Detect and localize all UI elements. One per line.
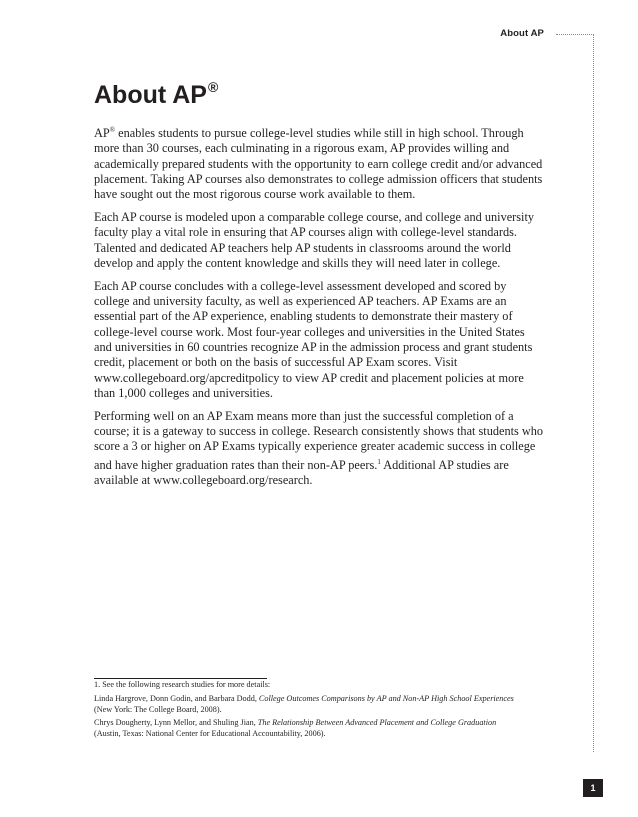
registered-mark: ® xyxy=(109,126,116,134)
footnotes xyxy=(94,680,564,740)
paragraph-3: Each AP course concludes with a college-level assessment developed and scored by college and university faculty, as well as experienced AP teachers. AP Exams are an essential part of the AP experience, enabling students to demonstrate their mastery of college-level course work. Most four-year colleges and universities in the United States and universities in 60 countries recognize AP in the admission process and grant students credit, placement or both on the basis of successful AP Exam scores. Visit www.collegeboard.org/apcreditpolicy to view AP credit and placement policies at more than 1,000 colleges and universities. xyxy=(94,278,533,400)
footnote-intro: 1. See the following research studies for more details: xyxy=(94,680,271,689)
paragraph-1-rest: enables students to pursue college-level studies while still in high school. Through more than 30 courses, each culminating in a rigorous exam, AP provides willing and academically prepared students with the opportunity to earn college credit and/or advanced placement. Taking AP courses also demonstrates to college admission officers that students have sought out the most rigorous course work available to them. xyxy=(94,126,543,202)
registered-mark: ® xyxy=(207,79,219,95)
study-2-authors: Chrys Dougherty, Lynn Mellor, and Shuling Jian, xyxy=(94,718,258,728)
study-2-publisher: (Austin, Texas: National Center for Educational Accountability, 2006). xyxy=(94,729,326,739)
study-1-publisher: (New York: The College Board, 2008). xyxy=(94,704,222,714)
footnote-reference: 1 xyxy=(377,457,381,466)
paragraph-1 xyxy=(94,123,544,202)
margin-dotted-rule xyxy=(593,34,594,752)
paragraph-4 xyxy=(94,409,544,488)
footnote-separator xyxy=(94,678,267,679)
paragraph-4-end: Additional AP studies are available at www.collegeboard.org/research. xyxy=(94,457,509,488)
study-2-title: The Relationship Between Advanced Placement and College Graduation xyxy=(257,718,497,728)
header-dotted-rule xyxy=(556,34,594,35)
study-1-title: College Outcomes Comparisons by AP and Non-AP High School Experiences xyxy=(258,693,514,703)
running-header: About AP xyxy=(500,28,544,39)
footnote-study-1 xyxy=(94,694,564,705)
paragraph-2: Each AP course is modeled upon a comparable college course, and college and university faculty play a vital role in ensuring that AP courses align with college-level standards. Talented and dedicated AP teachers help AP students in classrooms around the world develop and apply the content knowledge and skills they will need later in college. xyxy=(94,210,535,270)
title-text: About AP xyxy=(94,81,207,109)
paragraph-1-start: AP xyxy=(94,126,110,140)
footnote-study-2 xyxy=(94,718,564,729)
study-1-authors: Linda Hargrove, Donn Godin, and Barbara Dodd, xyxy=(94,693,259,703)
page-number: 1 xyxy=(583,779,603,797)
page-title xyxy=(94,72,218,110)
body-text xyxy=(94,123,544,496)
paragraph-4-start: Performing well on an AP Exam means more than just the successful completion of a course; it is a gateway to success in college. Research consistently shows that students who score a 3 or higher on AP Exams typically experience greater academic success in college and have higher graduation rates than their non-AP peers. xyxy=(94,408,544,472)
